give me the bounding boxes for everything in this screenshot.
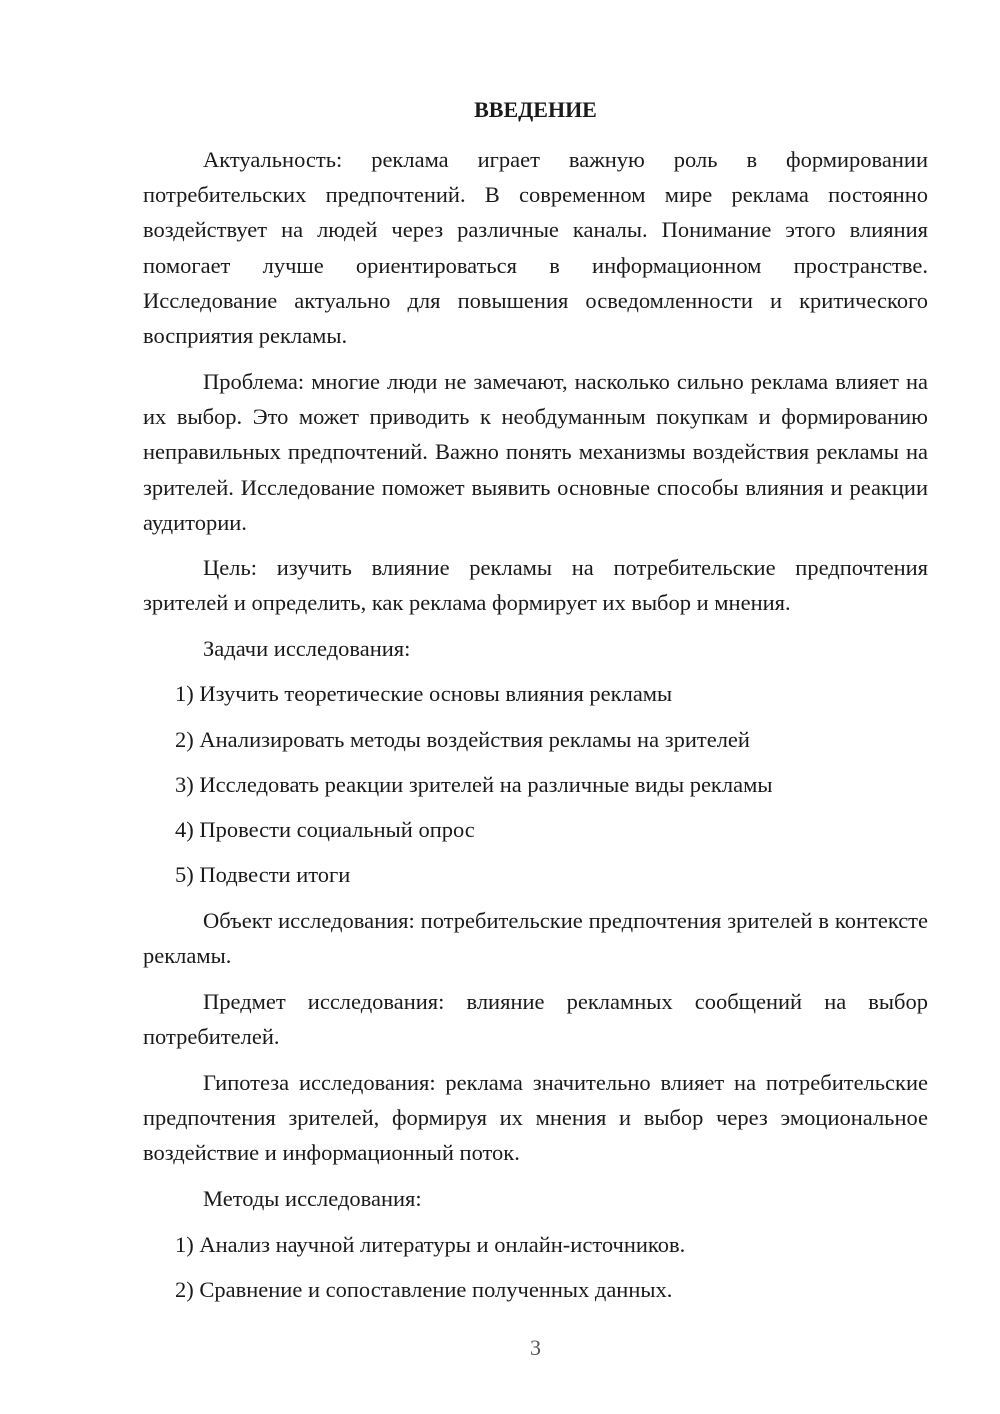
- section-title: ВВЕДЕНИЕ: [474, 97, 597, 122]
- paragraph-hypothesis: Гипотеза исследования: реклама значительно влияет на потребительские предпочтения зрителей, формируя их мнения и выбор через эмоциональное воздействие и информационный поток.: [143, 1070, 928, 1166]
- method-item: 1) Анализ научной литературы и онлайн-источников.: [175, 1232, 686, 1257]
- paragraph-relevance: Актуальность: реклама играет важную роль в формировании потребительских предпочтений. В современном мире реклама постоянно воздействует на людей через различные каналы. Понимание этого влияния помогает лучше ориентироваться в информационном пространстве. Исследование актуально для повышения осведомленности и критического восприятия рекламы.: [143, 147, 928, 349]
- page-number: 3: [530, 1335, 541, 1360]
- method-item: 2) Сравнение и сопоставление полученных данных.: [175, 1277, 673, 1302]
- paragraph-problem: Проблема: многие люди не замечают, насколько сильно реклама влияет на их выбор. Это может приводить к необдуманным покупкам и формированию неправильных предпочтений. Важно понять механизмы воздействия рекламы на зрителей. Исследование поможет выявить основные способы влияния и реакции аудитории.: [143, 369, 928, 535]
- task-item: 3) Исследовать реакции зрителей на различные виды рекламы: [175, 772, 773, 797]
- task-item: 5) Подвести итоги: [175, 862, 351, 887]
- tasks-heading: Задачи исследования:: [203, 636, 411, 661]
- task-item: 4) Провести социальный опрос: [175, 817, 475, 842]
- methods-heading: Методы исследования:: [203, 1186, 422, 1211]
- document-page: [143, 0, 928, 1414]
- paragraph-goal: Цель: изучить влияние рекламы на потребительские предпочтения зрителей и определить, как реклама формирует их выбор и мнения.: [143, 555, 928, 616]
- paragraph-object: Объект исследования: потребительские предпочтения зрителей в контексте рекламы.: [143, 908, 928, 969]
- task-item: 2) Анализировать методы воздействия рекламы на зрителей: [175, 727, 750, 752]
- paragraph-subject: Предмет исследования: влияние рекламных сообщений на выбор потребителей.: [143, 989, 928, 1050]
- task-item: 1) Изучить теоретические основы влияния рекламы: [175, 681, 673, 706]
